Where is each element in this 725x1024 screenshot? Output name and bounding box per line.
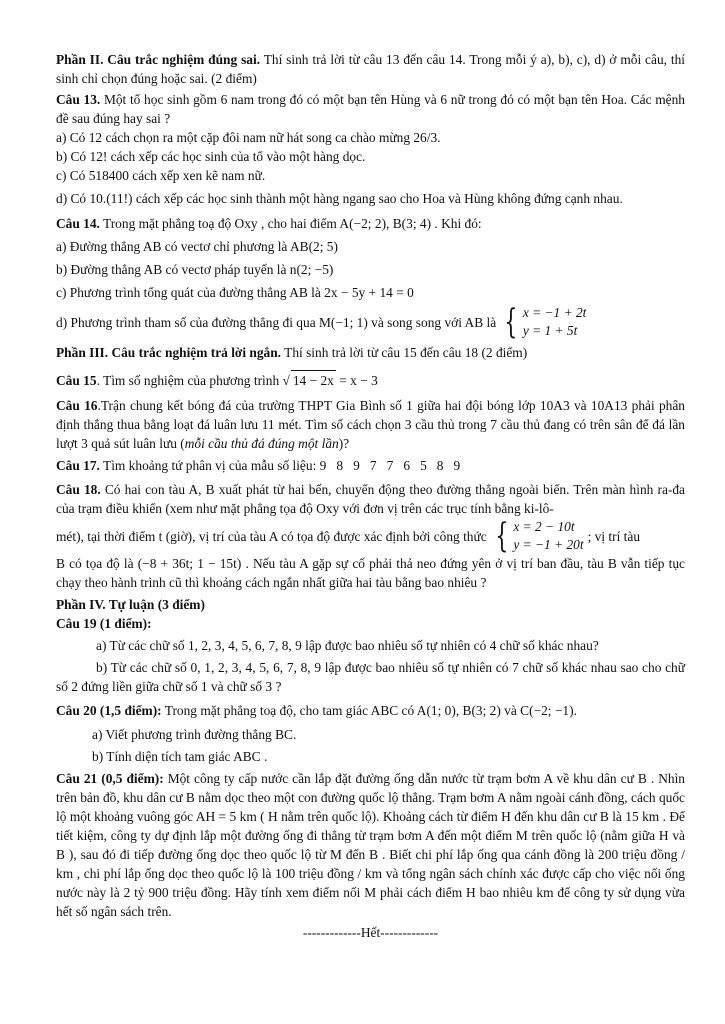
part3-intro: Phần III. Câu trắc nghiệm trả lời ngắn. Thí sinh trả lời từ câu 15 đến câu 18 (2 điểm): [56, 345, 528, 360]
end-mark: -------------Hết-------------: [302, 925, 439, 940]
q13-option-d: d) Có 10.(11!) cách xếp các học sinh thành một hàng ngang sao cho Hoa và Hùng không đứng cạnh nhau.: [56, 191, 623, 206]
q14-option-c: c) Phương trình tổng quát của đường thẳng AB là 2x − 5y + 14 = 0: [56, 285, 414, 300]
q18-system-line-2: y = −1 + 20t: [513, 537, 584, 552]
q13-option-a: a) Có 12 cách chọn ra một cặp đôi nam nữ hát song ca chào mừng 26/3.: [56, 130, 441, 145]
question-21: Câu 21 (0,5 điểm): Một công ty cấp nước cần lắp đặt đường ống dẫn nước từ trạm bơm A về khu dân cư B . Nhìn trên bản đồ, khu dân cư B nằm dọc theo một con đường quốc lộ thẳng. Trạm bơm A nằm ngoài cánh đồng, cách quốc lộ một khoảng vuông góc AH = 5 km ( H nằm trên quốc lộ). Khoảng cách từ điểm H đến khu dân cư B là 15 km . Để tiết kiệm, công ty dự định lắp một đường ống đi thẳng từ trạm bơm A đến một điểm M trên quốc lộ (nằm giữa H và B ), sau đó đi tiếp đường ống dọc theo quốc lộ từ M đến B . Biết chi phí lắp ống qua cánh đồng là 200 triệu đồng / km , chi phí lắp ống dọc theo quốc lộ là 100 triệu đồng / km và tổng ngân sách chính xác được cấp cho việc nối ống nước này là 2 tỷ 900 triệu đồng. Hãy tính xem điểm nối M phải cách điểm H bao nhiêu km để công ty sử dụng vừa hết số ngân sách trên.: [56, 771, 685, 919]
q14-option-d-text: d) Phương trình tham số của đường thẳng đi qua M(−1; 1) và song song với AB là: [56, 314, 497, 330]
question-15: Câu 15. Tìm số nghiệm của phương trình √ 14 − 2x = x − 3: [56, 370, 685, 390]
q14-option-b: b) Đường thẳng AB có vectơ pháp tuyến là n(2; −5): [56, 262, 334, 277]
q18-position-system: [491, 518, 584, 554]
question-16-label: Câu 16: [56, 398, 98, 413]
q13-option-c: c) Có 518400 cách xếp xen kẽ nam nữ.: [56, 168, 266, 183]
q18-line-3: B có tọa độ là (−8 + 36t; 1 − 15t) . Nếu tàu A gặp sự cố phải thả neo đứng yên ở vị trí ban đầu, tàu B vẫn tiếp tục chạy theo hành trình cũ thì khoảng cách ngắn nhất giữa hai tàu bằng bao nhiêu ?: [56, 556, 685, 590]
q20-part-a: a) Viết phương trình đường thẳng BC.: [92, 727, 297, 742]
q14-option-a: a) Đường thẳng AB có vectơ chỉ phương là AB(2; 5): [56, 239, 338, 254]
part3-heading: Phần III. Câu trắc nghiệm trả lời ngắn.: [56, 345, 282, 360]
question-13: Câu 13. Một tổ học sinh gồm 6 nam trong đó có một bạn tên Hùng và 6 nữ trong đó có một bạn tên Hoa. Các mệnh đề sau đúng hay sai ?: [56, 92, 685, 126]
q14-param-system: [500, 304, 586, 340]
q19-part-b: b) Từ các chữ số 0, 1, 2, 3, 4, 5, 6, 7, 8, 9 lập được bao nhiêu số tự nhiên có 7 chữ số khác nhau sao cho chữ số 2 đứng liền giữa chữ số 1 và chữ số 3 ?: [56, 660, 685, 694]
question-17: Câu 17. Tìm khoảng tứ phân vị của mẫu số liệu: 9 8 9 7 7 6 5 8 9: [56, 458, 461, 473]
part2-intro: Phần II. Câu trắc nghiệm đúng sai. Thí sinh trả lời từ câu 13 đến câu 14. Trong mỗi ý a), b), c), d) ở mỗi câu, thí sinh chỉ chọn đúng hoặc sai. (2 điểm): [56, 52, 685, 86]
question-13-label: Câu 13.: [56, 92, 101, 107]
question-19: [56, 614, 685, 633]
q18-line-2: mét), tại thời điểm t (giờ), vị trí của tàu A có tọa độ được xác định bởi công thức { x = 2 − 10t y = −1 + 20t ; vị trí tàu: [56, 516, 641, 556]
q19-part-a: a) Từ các chữ số 1, 2, 3, 4, 5, 6, 7, 8, 9 lập được bao nhiêu số tự nhiên có 4 chữ số khác nhau?: [96, 638, 599, 653]
part4-heading: Phần IV. Tự luận (3 điểm): [56, 597, 205, 612]
brace-icon: {: [504, 302, 518, 342]
q14-option-d: [56, 304, 685, 340]
question-14: Câu 14. Trong mặt phẳng toạ độ Oxy , cho hai điểm A(−2; 2), B(3; 4) . Khi đó:: [56, 216, 482, 231]
q14-system-line-1: x = −1 + 2t: [522, 305, 587, 320]
brace-icon: {: [495, 516, 509, 556]
q13-option-b: b) Có 12! cách xếp các học sinh của tổ vào một hàng dọc.: [56, 149, 366, 164]
question-18-label: Câu 18.: [56, 482, 101, 497]
question-17-label: Câu 17.: [56, 458, 100, 473]
q15-radicand: 14 − 2x: [291, 370, 336, 390]
q18-system-line-1: x = 2 − 10t: [513, 519, 575, 534]
q20-part-b: b) Tính diện tích tam giác ABC .: [92, 749, 268, 764]
question-20: Câu 20 (1,5 điểm): Trong mặt phẳng toạ độ, cho tam giác ABC có A(1; 0), B(3; 2) và C(−2; −1).: [56, 703, 577, 718]
question-14-label: Câu 14.: [56, 216, 100, 231]
question-16: Câu 16.Trận chung kết bóng đá của trường THPT Gia Bình số 1 giữa hai đội bóng lớp 10A3 và 10A13 phải phân định thắng thua bằng loạt đá luân lưu 11 mét. Tìm số cách chọn 3 cầu thủ trong 7 cầu thủ đang có trên sân để đá lần lượt 3 quả sút luân lưu (mỗi cầu thủ đá đúng một lần)?: [56, 398, 685, 451]
question-19-label: Câu 19 (1 điểm):: [56, 616, 152, 631]
question-21-label: Câu 21 (0,5 điểm):: [56, 771, 164, 786]
part2-heading: Phần II. Câu trắc nghiệm đúng sai.: [56, 52, 261, 67]
question-15-label: Câu 15: [56, 373, 97, 388]
question-18: Câu 18. Có hai con tàu A, B xuất phát từ hai bến, chuyển động theo đường thẳng ngoài biển. Trên màn hình ra-đa của trạm điều khiển (xem như mặt phẳng tọa độ Oxy với đơn vị trên các trục tính bằng ki-lô-: [56, 482, 685, 516]
question-20-label: Câu 20 (1,5 điểm):: [56, 703, 162, 718]
q16-italic-note: mỗi cầu thủ đá đúng một lần: [184, 436, 339, 451]
q14-system-line-2: y = 1 + 5t: [522, 323, 578, 338]
